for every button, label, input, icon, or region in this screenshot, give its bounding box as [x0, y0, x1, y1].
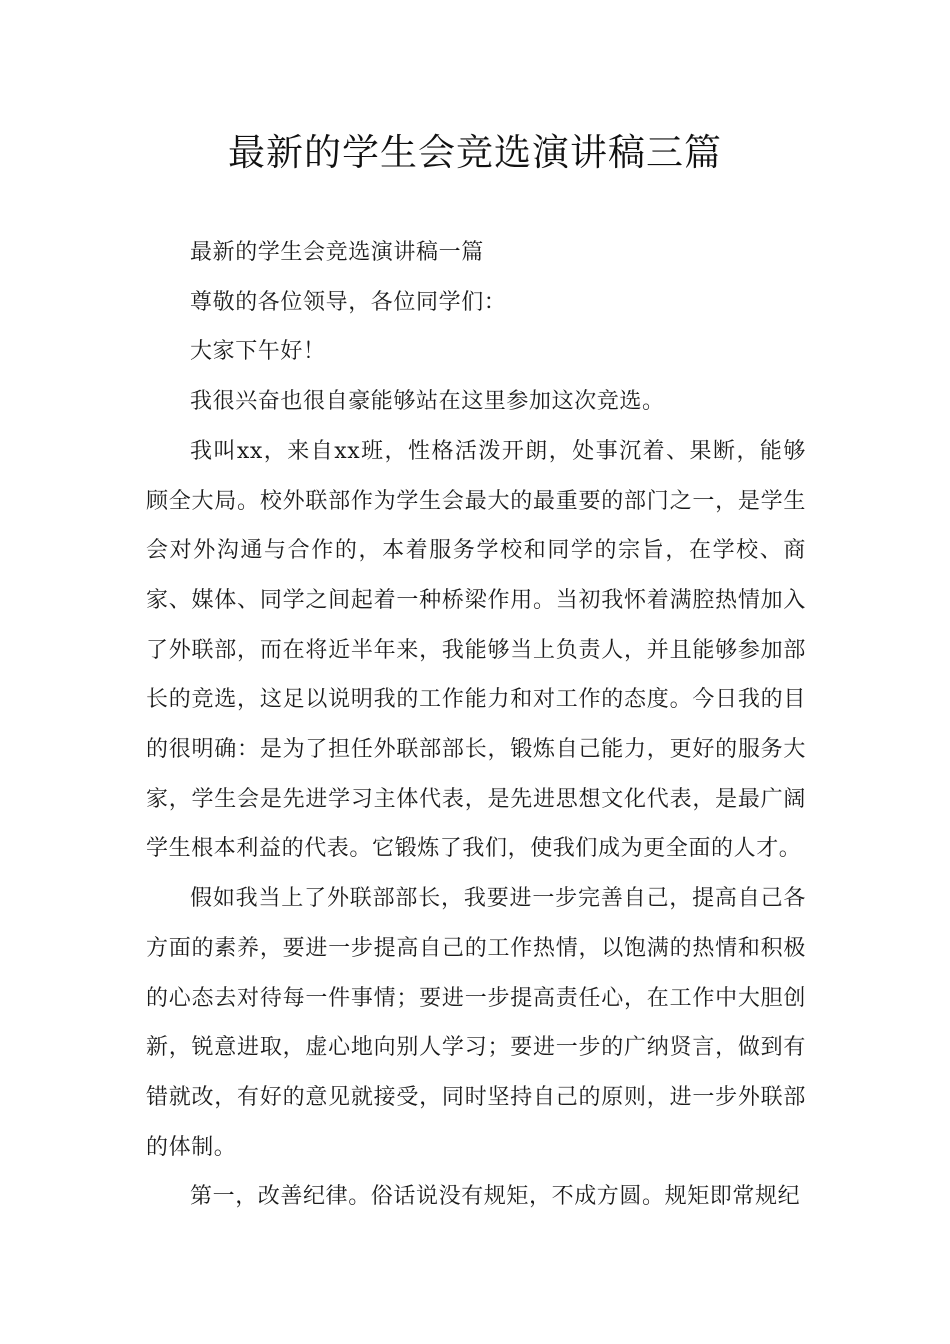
greeting: 大家下午好！: [190, 339, 326, 365]
document-body: [146, 228, 806, 1222]
paragraph: 我很兴奋也很自豪能够站在这里参加这次竞选。: [190, 389, 665, 415]
document-title: 最新的学生会竞选演讲稿三篇: [228, 131, 722, 174]
section-heading: 最新的学生会竞选演讲稿一篇: [190, 240, 484, 265]
paragraph: 我叫xx，来自xx班，性格活泼开朗，处事沉着、果断，能够顾全大局。校外联部作为学生会最大的最重要的部门之一，是学生会对外沟通与合作的，本着服务学校和同学的宗旨，在学校、商家、媒体、同学之间起着一种桥梁作用。当初我怀着满腔热情加入了外联部，而在将近半年来，我能够当上负责人，并且能够参加部长的竞选，这足以说明我的工作能力和对工作的态度。今日我的目的很明确：是为了担任外联部部长，锻炼自己能力，更好的服务大家，学生会是先进学习主体代表，是先进思想文化代表，是最广阔学生根本利益的代表。它锻炼了我们，使我们成为更全面的人才。: [146, 438, 806, 862]
paragraph: 假如我当上了外联部部长，我要进一步完善自己，提高自己各方面的素养，要进一步提高自己的工作热情，以饱满的热情和积极的心态去对待每一件事情；要进一步提高责任心，在工作中大胆创新，锐意进取，虚心地向别人学习；要进一步的广纳贤言，做到有错就改，有好的意见就接受，同时坚持自己的原则，进一步外联部的体制。: [146, 886, 806, 1160]
salutation: 尊敬的各位领导，各位同学们：: [190, 289, 507, 315]
paragraph: 第一，改善纪律。俗话说没有规矩，不成方圆。规矩即常规纪: [190, 1184, 801, 1210]
